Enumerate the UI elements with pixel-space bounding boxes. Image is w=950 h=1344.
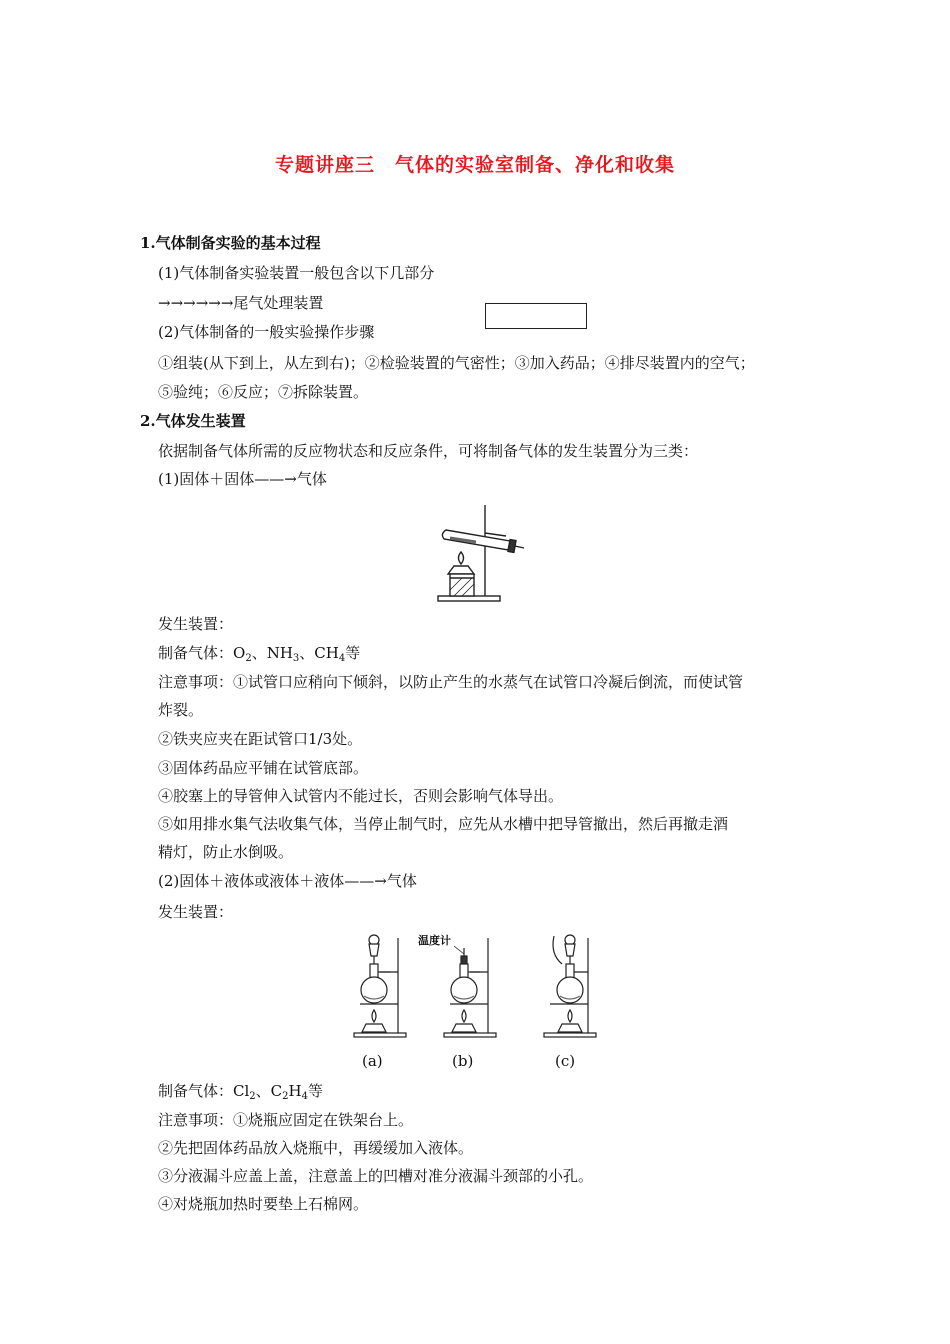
- note-1-3: ②铁夹应夹在距试管口1/3处。: [158, 730, 363, 748]
- note-2-4: ④对烧瓶加热时要垫上石棉网。: [158, 1195, 369, 1213]
- gas-formula-part: H: [288, 1082, 302, 1100]
- gas-formula-part: 等: [345, 644, 361, 662]
- gas-formula-part: Cl: [233, 1082, 250, 1100]
- gas-formula-part: 等: [308, 1082, 324, 1100]
- note-1-6: ⑤如用排水集气法收集气体，当停止制气时，应先从水槽中把导管撤出，然后再撤走酒: [158, 815, 729, 833]
- blank-box: [485, 303, 587, 329]
- caption-a: (a): [362, 1052, 383, 1070]
- gas-formula-part: 、C: [255, 1082, 283, 1100]
- section1-p3: (2)气体制备的一般实验操作步骤: [158, 323, 375, 341]
- section1-p4: ①组装(从下到上，从左到右)；②检验装置的气密性；③加入药品；④排尽装置内的空气；: [158, 354, 755, 372]
- section1-heading: 1.气体制备实验的基本过程: [140, 234, 321, 252]
- gas-formula-subscript: 2: [249, 1091, 256, 1102]
- thermometer-label: 温度计: [418, 934, 451, 947]
- device-label-1: 发生装置：: [158, 615, 234, 633]
- gases-1: [158, 643, 360, 663]
- note-1-1: 注意事项：①试管口应稍向下倾斜，以防止产生的水蒸气在试管口冷凝后倒流，而使试管: [158, 673, 744, 691]
- note-1-5: ④胶塞上的导管伸入试管内不能过长，否则会影响气体导出。: [158, 787, 564, 805]
- caption-c: (c): [555, 1052, 576, 1070]
- section1-p5: ⑤验纯；⑥反应；⑦拆除装置。: [158, 383, 369, 401]
- gas-formula-part: 、NH: [251, 644, 293, 662]
- caption-b: (b): [452, 1052, 474, 1070]
- note-2-2: ②先把固体药品放入烧瓶中，再缓缓加入液体。: [158, 1139, 474, 1157]
- section1-p2: →→→→→→尾气处理装置: [158, 294, 324, 312]
- note-2-3: ③分液漏斗应盖上盖，注意盖上的凹槽对准分液漏斗颈部的小孔。: [158, 1167, 594, 1185]
- apparatus-a-figure: [350, 930, 410, 1042]
- note-1-7: 精灯，防止水倒吸。: [158, 843, 294, 861]
- gas-formula-subscript: 4: [338, 653, 346, 664]
- gases-2: [158, 1081, 323, 1101]
- gas-formula-part: 、CH: [299, 644, 339, 662]
- apparatus-c-figure: [540, 930, 600, 1042]
- type1-label: (1)固体＋固体——→气体: [158, 470, 327, 488]
- gases-2-prefix: 制备气体：: [158, 1082, 234, 1100]
- gas-formula-subscript: 2: [245, 653, 252, 664]
- gas-formula-part: O: [233, 644, 246, 662]
- page-title: 专题讲座三 气体的实验室制备、净化和收集: [274, 154, 675, 176]
- gases-1-prefix: 制备气体：: [158, 644, 234, 662]
- section2-heading: 2.气体发生装置: [140, 412, 246, 430]
- gas-formula-subscript: 2: [282, 1091, 289, 1102]
- note-2-1: 注意事项：①烧瓶应固定在铁架台上。: [158, 1111, 414, 1129]
- type2-label: (2)固体＋液体或液体＋液体——→气体: [158, 872, 417, 890]
- gas-formula-subscript: 3: [292, 653, 300, 664]
- note-1-4: ③固体药品应平铺在试管底部。: [158, 759, 369, 777]
- device-label-2: 发生装置：: [158, 903, 234, 921]
- gas-formula-subscript: 4: [301, 1091, 308, 1102]
- section1-p1: (1)气体制备实验装置一般包含以下几部分: [158, 264, 435, 282]
- test-tube-apparatus-figure: [436, 500, 528, 605]
- section2-intro: 依据制备气体所需的反应物状态和反应条件，可将制备气体的发生装置分为三类：: [158, 442, 699, 460]
- note-1-2: 炸裂。: [158, 701, 204, 719]
